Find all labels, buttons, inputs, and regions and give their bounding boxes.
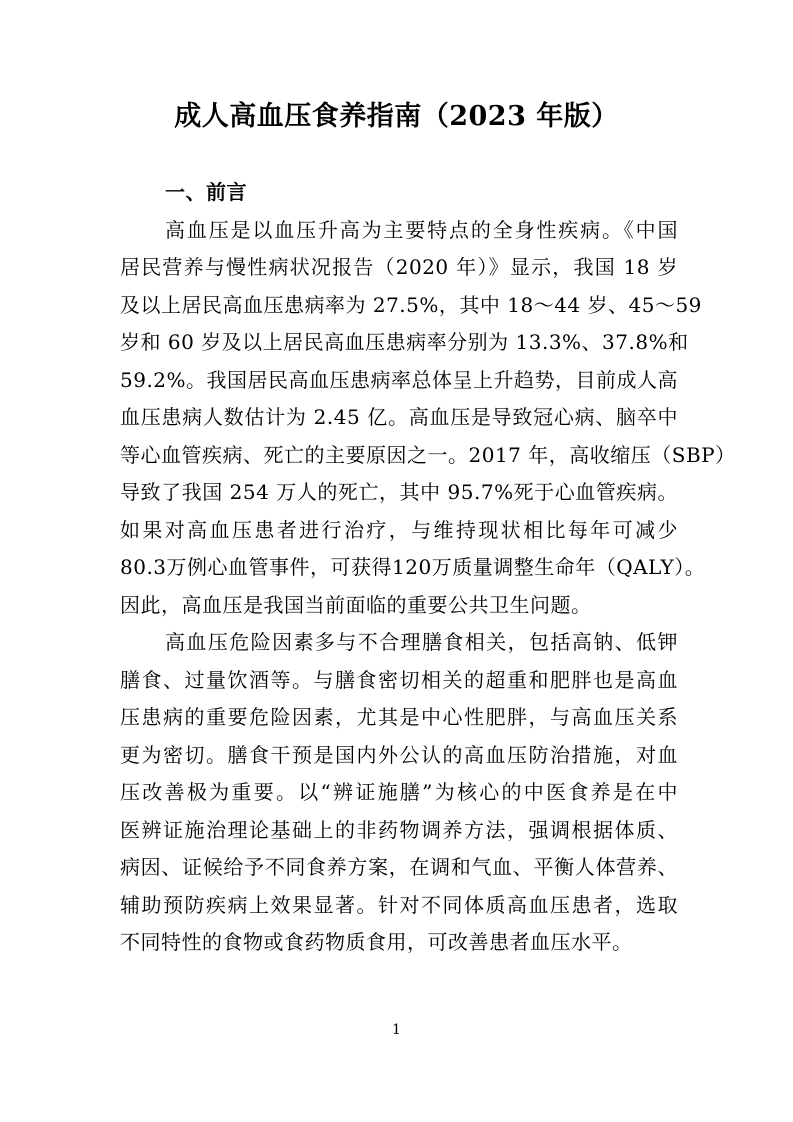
text-line: 血压患病人数估计为 2.45 亿。高血压是导致冠心病、脑卒中 [120, 405, 678, 429]
document-title: 成人高血压食养指南（2023 年版） [174, 101, 619, 132]
text-line: 压改善极为重要。以“辨证施膳”为核心的中医食养是在中 [120, 780, 678, 804]
document-body [120, 174, 736, 962]
text-line: 更为密切。膳食干预是国内外公认的高血压防治措施，对血 [120, 742, 678, 767]
text-line: 如果对高血压患者进行治疗，与维持现状相比每年可减少 [120, 517, 678, 542]
text-line: 不同特性的食物或食药物质食用，可改善患者血压水平。 [120, 930, 633, 954]
paragraph-2 [120, 624, 678, 962]
text-line: 压患病的重要危险因素，尤其是中心性肥胖，与高血压关系 [120, 705, 678, 729]
text-line: 辅助预防疾病上效果显著。针对不同体质高血压患者，选取 [120, 892, 678, 917]
text-line: 及以上居民高血压患病率为 27.5%，其中 18～44 岁、45～59 [120, 292, 702, 317]
text-line: 岁和 60 岁及以上居民高血压患病率分别为 13.3%、37.8%和 [120, 330, 689, 354]
text-line: 59.2%。我国居民高血压患病率总体呈上升趋势，目前成人高 [120, 367, 679, 392]
text-line: 因此，高血压是我国当前面临的重要公共卫生问题。 [120, 592, 592, 617]
section-heading: 一、前言 [165, 180, 247, 204]
text-line: 等心血管疾病、死亡的主要原因之一。2017 年，高收缩压（SBP） [120, 442, 736, 467]
text-line: 医辨证施治理论基础上的非药物调养方法，强调根据体质、 [120, 817, 678, 842]
text-line: 高血压是以血压升高为主要特点的全身性疾病。《中国 [165, 217, 678, 242]
text-line: 80.3万例心血管事件，可获得120万质量调整生命年（QALY）。 [120, 555, 706, 579]
text-line: 病因、证候给予不同食养方案，在调和气血、平衡人体营养、 [120, 855, 678, 879]
text-line: 居民营养与慢性病状况报告（2020 年）》显示，我国 18 岁 [120, 255, 678, 279]
page-number: 1 [392, 1022, 401, 1038]
text-line: 高血压危险因素多与不合理膳食相关，包括高钠、低钾 [165, 630, 678, 654]
text-line: 导致了我国 254 万人的死亡，其中 95.7%死于心血管疾病。 [120, 480, 678, 504]
paragraph-1 [120, 212, 736, 625]
text-line: 膳食、过量饮酒等。与膳食密切相关的超重和肥胖也是高血 [120, 667, 678, 692]
